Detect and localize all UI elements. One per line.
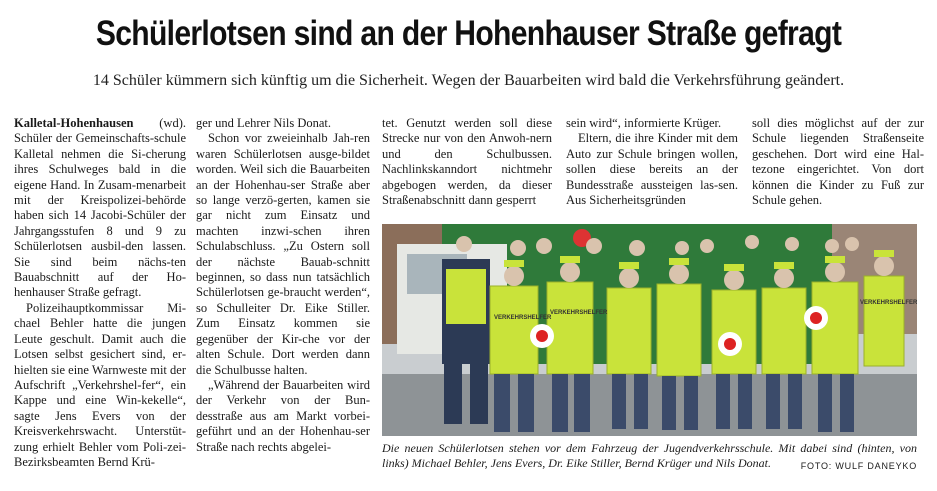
photo-credit: FOTO: WULF DANEYKO [800, 461, 917, 471]
paragraph: Schon vor zweieinhalb Jah-ren waren Schülerlotsen ausge-bildet worden. Weil sich die Bauarbeiten an der Hohenhau-ser Straße aber so lange verzö-gerten, kamen sie gar nicht zum Einsatz und machten inzwi-schen ihren Schulabschluss. „Zu Ostern soll der nächste Bauab-schnitt beginnen, so dass nun tatsächlich Schülerlotsen ge-braucht werden“, so Schulleiter Dr. Eike Stiller. Zum Einsatz kommen sie gegenüber der Kir-che vor der alten Schule. Dort werden dann die Schulbusse halten. [196, 131, 370, 377]
paragraph: Eltern, die ihre Kinder mit dem Auto zur Schule bringen wollen, sollen diese bereits an der Bundesstraße aussteigen las-sen. Aus Sicherheitsgründen [566, 131, 738, 208]
paragraph: soll dies möglichst auf der zur Schule liegenden Straßenseite geschehen. Dort wird eine Hal-tezone eingerichtet. Von dort können die Kinder zu Fuß zur Schule gehen. [752, 116, 924, 208]
paragraph: Schüler der Gemeinschafts-schule Kalletal nehmen die Si-cherung ihres Schulweges bald in die eigene Hand. In Zusam-menarbeit mit der Kreispolizei-behörde haben sich 14 Jacobi-Schüler der Jahrgangsstufen 8 und 9 zu Schülerlotsen ausbil-den lassen. Sie sind beim nächs-ten Bauabschnitt auf der Ho-henhauser Straße gefragt. [14, 131, 186, 300]
text-column-5 [752, 116, 924, 208]
group-photo [382, 224, 917, 436]
vest-label: VERKEHRSHELFER [550, 310, 608, 316]
paragraph: tet. Genutzt werden soll diese Strecke nur von den Anwoh-nern und den Schulbussen. Nachlinkskanndort nichtmehr abgebogen werden, da dieser Straßenabschnitt dann gesperrt [382, 116, 552, 208]
dateline: Kalletal-Hohenhausen [14, 116, 134, 130]
article-subheadline: 14 Schüler kümmern sich künftig um die Sicherheit. Wegen der Bauarbeiten wird bald die Verkehrsführung geändert. [92, 72, 845, 89]
author-tag: (wd). [159, 116, 186, 130]
vest-label: VERKEHRSHELFER [860, 300, 917, 306]
paragraph: ger und Lehrer Nils Donat. [196, 116, 332, 130]
vest-label: VERKEHRSHELFER [494, 315, 552, 321]
paragraph: „Während der Bauarbeiten wird der Verkehr von der Bun-desstraße aus am Markt vorbei-geführt und an der Hohenhau-ser Straße nach rechts abgelei- [196, 377, 370, 454]
photo-caption [382, 441, 917, 474]
text-column-1 [14, 116, 186, 470]
group-photo-illustration [382, 224, 917, 436]
text-column-4 [566, 116, 738, 208]
paragraph: Polizeihauptkommissar Mi-chael Behler hatte die jungen Leute geschult. Damit auch die Lotsen selbst gesichert sind, er-hielten sie eine Warnweste mit der Aufschrift „Verkehrshel-fer“, ein Kappe und eine Win-kekelle“, sagte Jens Evers von der Kreisverkehrswacht. Unterstüt-zung erhielt Behler vom Poli-zei-Bezirksbeamten Bernd Krü- [14, 300, 186, 469]
article-headline: Schülerlotsen sind an der Hohenhauser Straße gefragt [95, 14, 842, 53]
caption-text: Die neuen Schülerlotsen stehen vor dem Fahrzeug der Jugendverkehrsschule. Mit dabei sind (hinten, von links) Michael Behler, Jens Evers, Dr. Eike Stiller, Bernd Krüger und Nils Donat. [382, 441, 917, 470]
text-column-2 [196, 116, 370, 455]
paragraph: sein wird“, informierte Krüger. [566, 116, 722, 130]
text-column-3 [382, 116, 552, 208]
